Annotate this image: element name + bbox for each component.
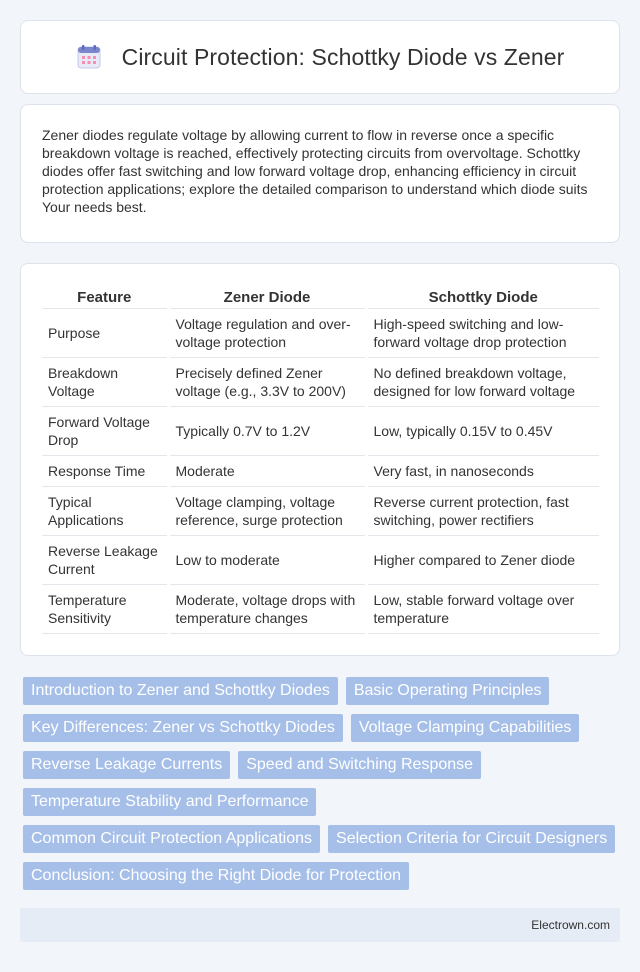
table-cell: Response Time	[42, 455, 168, 486]
table-cell: Moderate	[168, 455, 366, 486]
tag-conclusion[interactable]: Conclusion: Choosing the Right Diode for Protection	[23, 862, 409, 890]
tag-row	[23, 677, 623, 705]
table-cell: Low, stable forward voltage over temperature	[366, 584, 599, 633]
table-cell: Low to moderate	[168, 535, 366, 584]
table-cell: Low, typically 0.15V to 0.45V	[366, 406, 599, 455]
table-cell: Reverse current protection, fast switching, power rectifiers	[366, 486, 599, 535]
table-cell: Higher compared to Zener diode	[366, 535, 599, 584]
footer	[20, 908, 620, 942]
table-row	[42, 406, 599, 455]
table-cell: Voltage regulation and over-voltage protection	[168, 308, 366, 357]
tag-speed-switching[interactable]: Speed and Switching Response	[238, 751, 481, 779]
table-cell: Breakdown Voltage	[42, 357, 168, 406]
intro-text: Zener diodes regulate voltage by allowing current to flow in reverse once a specific breakdown voltage is reached, effectively protecting circuits from overvoltage. Schottky diodes offer fast switching and low forward voltage drop, enhancing efficiency in circuit protection applications; explore the detailed comparison to understand which diode suits Your needs best.	[42, 127, 588, 215]
table-row	[42, 357, 599, 406]
tag-row	[23, 751, 623, 779]
tag-row	[23, 788, 623, 816]
tag-row	[23, 862, 623, 890]
topic-tags	[23, 677, 623, 899]
tag-reverse-leakage[interactable]: Reverse Leakage Currents	[23, 751, 230, 779]
tag-selection-criteria[interactable]: Selection Criteria for Circuit Designers	[328, 825, 615, 853]
table-row	[42, 486, 599, 535]
tag-temperature-stability[interactable]: Temperature Stability and Performance	[23, 788, 316, 816]
table-cell: Temperature Sensitivity	[42, 584, 168, 633]
table-header-row	[42, 284, 599, 308]
table-cell: Forward Voltage Drop	[42, 406, 168, 455]
comparison-table-card	[20, 263, 620, 656]
table-row	[42, 535, 599, 584]
table-row	[42, 455, 599, 486]
table-cell: Precisely defined Zener voltage (e.g., 3.3V to 200V)	[168, 357, 366, 406]
comparison-table	[42, 284, 599, 634]
table-cell: High-speed switching and low-forward voltage drop protection	[366, 308, 599, 357]
header-card	[20, 20, 620, 94]
tag-row	[23, 825, 623, 853]
table-cell: Voltage clamping, voltage reference, surge protection	[168, 486, 366, 535]
table-cell: Moderate, voltage drops with temperature changes	[168, 584, 366, 633]
table-cell: Typically 0.7V to 1.2V	[168, 406, 366, 455]
table-row	[42, 584, 599, 633]
tag-row	[23, 714, 623, 742]
table-cell: Purpose	[42, 308, 168, 357]
tag-key-differences[interactable]: Key Differences: Zener vs Schottky Diodes	[23, 714, 343, 742]
table-cell: Typical Applications	[42, 486, 168, 535]
calendar-icon	[76, 44, 102, 70]
header-feature: Feature	[42, 284, 168, 308]
tag-basic-principles[interactable]: Basic Operating Principles	[346, 677, 550, 705]
footer-brand[interactable]: Electrown.com	[531, 918, 610, 932]
header-zener: Zener Diode	[168, 284, 366, 308]
table-cell: Very fast, in nanoseconds	[366, 455, 599, 486]
table-cell: Reverse Leakage Current	[42, 535, 168, 584]
tag-common-applications[interactable]: Common Circuit Protection Applications	[23, 825, 320, 853]
intro-card	[20, 104, 620, 243]
page-title: Circuit Protection: Schottky Diode vs Zener	[121, 43, 565, 70]
table-row	[42, 308, 599, 357]
tag-voltage-clamping[interactable]: Voltage Clamping Capabilities	[351, 714, 580, 742]
table-cell: No defined breakdown voltage, designed for low forward voltage	[366, 357, 599, 406]
tag-intro[interactable]: Introduction to Zener and Schottky Diodes	[23, 677, 338, 705]
header-schottky: Schottky Diode	[366, 284, 599, 308]
